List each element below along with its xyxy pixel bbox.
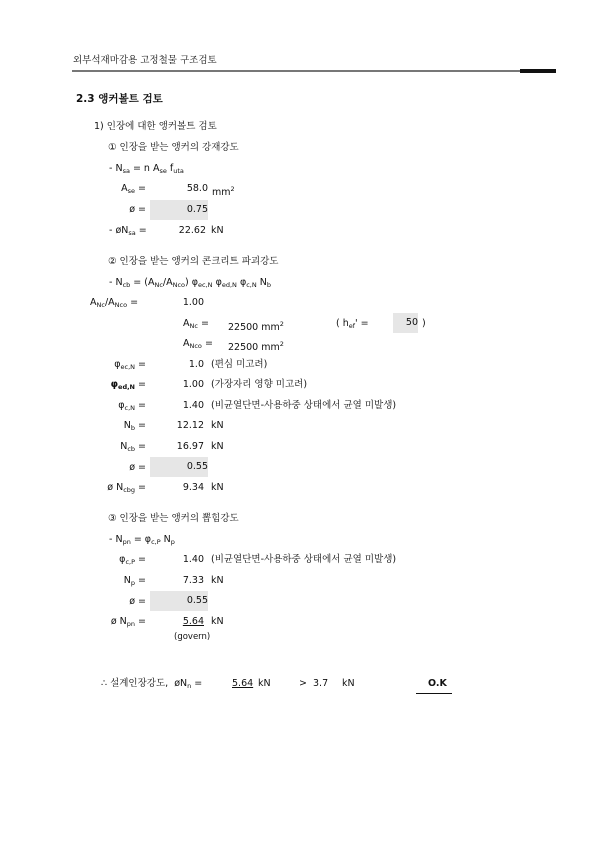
subsection-title: 1) 인장에 대한 앵커볼트 검토	[94, 121, 217, 132]
govern-note: (govern)	[174, 632, 211, 642]
document-header: 외부석재마감용 고정철물 구조검토	[73, 55, 217, 66]
phinsa-unit: kN	[211, 225, 224, 236]
np-unit: kN	[211, 575, 224, 586]
psicp-note: (비균열단면-사용하중 상태에서 균열 미발생)	[211, 554, 397, 565]
phinpn-label: ø $N_{pn}$ =	[110, 616, 146, 628]
nb-label: $N_b$ =	[123, 420, 146, 432]
psicp-value: 1.40	[182, 554, 204, 565]
phi1-value: 0.75	[150, 200, 208, 220]
conclusion-unit: kN	[258, 678, 271, 689]
hef-close: )	[422, 318, 426, 329]
hef-label: ( $h_{ef}'$ =	[336, 318, 369, 330]
ncb-value: 16.97	[176, 441, 204, 452]
np-label: $N_p$ =	[123, 575, 146, 587]
anco-value: 22500 $mm^2$	[228, 340, 284, 353]
psiec-note: (편심 미고려)	[211, 359, 268, 370]
phi2-label: ø =	[129, 462, 146, 473]
phincbg-value: 9.34	[182, 482, 204, 493]
part2-title: ② 인장을 받는 앵커의 콘크리트 파괴강도	[108, 256, 279, 267]
np-value: 7.33	[182, 575, 204, 586]
hef-value: 50	[393, 313, 418, 333]
header-rule-accent	[520, 69, 556, 73]
phinpn-unit: kN	[211, 616, 224, 627]
part3-formula: - $N_{pn} = \varphi_{c,P}$ $N_p$	[109, 534, 175, 546]
phinpn-value: 5.64	[182, 616, 204, 627]
ratio-value: 1.00	[182, 297, 204, 308]
phincbg-unit: kN	[211, 482, 224, 493]
nb-unit: kN	[211, 420, 224, 431]
ase-value: 58.0	[186, 183, 208, 194]
psied-note: (가장자리 영향 미고려)	[211, 379, 308, 390]
ase-label: $A_{se}$ =	[121, 183, 146, 195]
conclusion-label: ∴ 설계인장강도, $øN_n$ =	[101, 678, 203, 690]
phi1-label: ø =	[129, 204, 146, 215]
psic-note: (비균열단면-사용하중 상태에서 균열 미발생)	[211, 400, 397, 411]
part1-formula: - $N_{sa} = n$ $A_{se}$ $f_{uta}$	[109, 163, 184, 175]
phinsa-label: - $øN_{sa}$ =	[109, 225, 147, 237]
part1-title: ① 인장을 받는 앵커의 강재강도	[108, 142, 239, 153]
phinsa-value: 22.62	[178, 225, 206, 236]
ncb-unit: kN	[211, 441, 224, 452]
applied-load: 3.7	[313, 678, 329, 689]
psic-label: $\varphi_{c,N}$ =	[118, 400, 146, 412]
phi2-value: 0.55	[150, 457, 208, 477]
phi3-label: ø =	[129, 596, 146, 607]
part3-title: ③ 인장을 받는 앵커의 뽑힘강도	[108, 513, 239, 524]
psied-value: 1.00	[182, 379, 204, 390]
psied-label: $\varphi_{ed,N}$ =	[110, 379, 146, 391]
ase-unit: $mm^2$	[212, 185, 235, 198]
result-underline	[416, 693, 452, 694]
ratio-label: $A_{Nc}/A_{Nco}$ =	[90, 297, 139, 309]
section-title: 2.3 앵커볼트 검토	[76, 93, 163, 105]
anco-label: $A_{Nco}$ =	[183, 338, 213, 350]
psic-value: 1.40	[182, 400, 204, 411]
psiec-label: $\varphi_{ec,N}$ =	[114, 359, 146, 371]
check-result: O.K	[428, 678, 447, 689]
ncb-label: $N_{cb}$ =	[120, 441, 146, 453]
anc-value: 22500 $mm^2$	[228, 320, 284, 333]
header-rule	[72, 70, 520, 72]
nb-value: 12.12	[176, 420, 204, 431]
psicp-label: $\varphi_{c,P}$ =	[119, 554, 146, 566]
applied-unit: kN	[342, 678, 355, 689]
phi3-value: 0.55	[150, 591, 208, 611]
conclusion-value: 5.64	[232, 678, 254, 689]
conclusion-compare: >	[299, 678, 307, 689]
psiec-value: 1.0	[188, 359, 204, 370]
part2-formula: - $N_{cb} = (A_{Nc}/A_{Nco})$ $\varphi_{ec,N}$ $\varphi_{ed,N}$ $\varphi_{c,N}$ $N_b$	[109, 277, 272, 289]
phincbg-label: ø $N_{cbg}$ =	[107, 482, 146, 494]
anc-label: $A_{Nc}$ =	[183, 318, 209, 330]
